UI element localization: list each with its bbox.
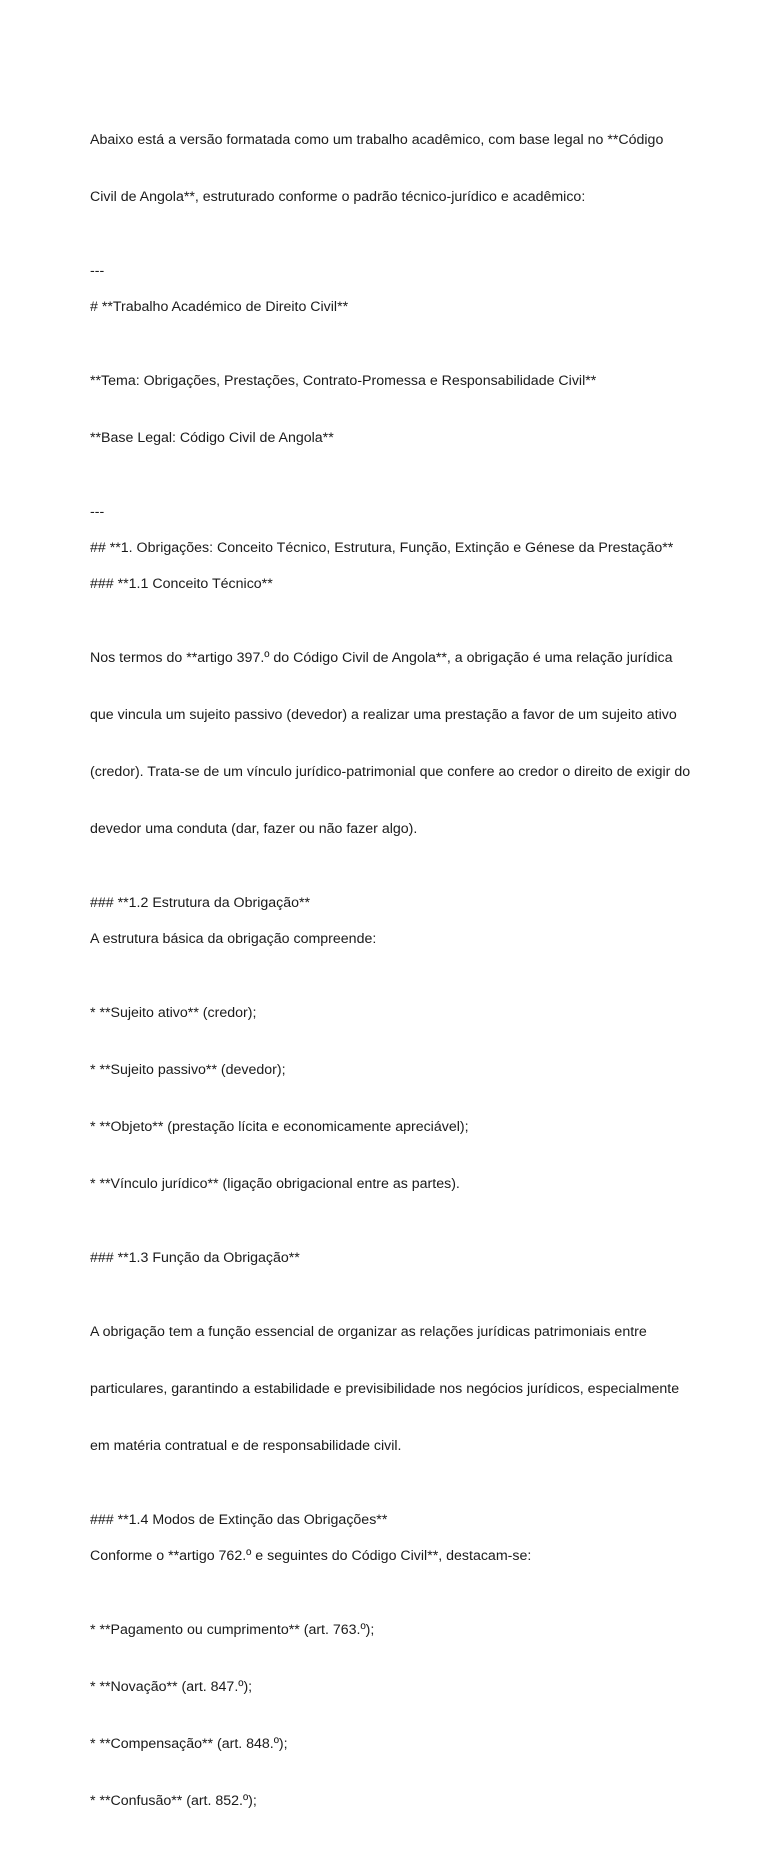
subsection-1-3-heading: ### **1.3 Função da Obrigação** (90, 1250, 300, 1266)
paragraph-line: particulares, garantindo a estabilidade e previsibilidade nos negócios jurídicos, especialmente (90, 1381, 680, 1397)
list-item: * **Sujeito passivo** (devedor); (90, 1062, 286, 1078)
theme-block (90, 334, 690, 486)
paragraph-line: Nos termos do **artigo 397.º do Código Civil de Angola**, a obrigação é uma relação jurídica (90, 650, 673, 666)
list-item: * **Confusão** (art. 852.º); (90, 1793, 257, 1809)
base-legal-line: **Base Legal: Código Civil de Angola** (90, 430, 334, 446)
list-item: * **Objeto** (prestação lícita e economicamente apreciável); (90, 1119, 469, 1135)
tema-line: **Tema: Obrigações, Prestações, Contrato-Promessa e Responsabilidade Civil** (90, 373, 597, 389)
subsection-1-2-heading: ### **1.2 Estrutura da Obrigação** (90, 895, 311, 911)
document-title: # **Trabalho Académico de Direito Civil** (90, 299, 349, 315)
separator: --- (90, 504, 105, 520)
intro-line: Abaixo está a versão formatada como um trabalho acadêmico, com base legal no **Código (90, 132, 664, 148)
intro-paragraph (90, 93, 690, 245)
paragraph-line: A obrigação tem a função essencial de organizar as relações jurídicas patrimoniais entre (90, 1324, 647, 1340)
subsection-1-4-intro: Conforme o **artigo 762.º e seguintes do Código Civil**, destacam-se: (90, 1548, 532, 1564)
subsection-1-4-heading: ### **1.4 Modos de Extinção das Obrigações** (90, 1512, 388, 1528)
list-item: * **Sujeito ativo** (credor); (90, 1005, 257, 1021)
paragraph-line: (credor). Trata-se de um vínculo jurídico-patrimonial que confere ao credor o direito de exigir do (90, 764, 691, 780)
list-item: * **Vínculo jurídico** (ligação obrigacional entre as partes). (90, 1176, 460, 1192)
subsection-1-3-paragraph (90, 1285, 690, 1494)
list-item: * **Compensação** (art. 848.º); (90, 1736, 288, 1752)
list-item: * **Pagamento ou cumprimento** (art. 763.º); (90, 1622, 375, 1638)
subsection-1-1-heading: ### **1.1 Conceito Técnico** (90, 576, 273, 592)
paragraph-line: em matéria contratual e de responsabilidade civil. (90, 1438, 402, 1454)
extinction-list (90, 1583, 690, 1849)
separator: --- (90, 263, 105, 279)
paragraph-line: devedor uma conduta (dar, fazer ou não fazer algo). (90, 821, 418, 837)
section-1-heading: ## **1. Obrigações: Conceito Técnico, Estrutura, Função, Extinção e Génese da Prestação** (90, 540, 674, 556)
structure-list (90, 966, 690, 1232)
subsection-1-1-paragraph (90, 611, 690, 877)
document-page (90, 93, 690, 1866)
subsection-1-2-intro: A estrutura básica da obrigação compreende: (90, 931, 377, 947)
intro-line: Civil de Angola**, estruturado conforme o padrão técnico-jurídico e acadêmico: (90, 189, 586, 205)
paragraph-line: que vincula um sujeito passivo (devedor) a realizar uma prestação a favor de um sujeito ativo (90, 707, 677, 723)
list-item: * **Novação** (art. 847.º); (90, 1679, 253, 1695)
